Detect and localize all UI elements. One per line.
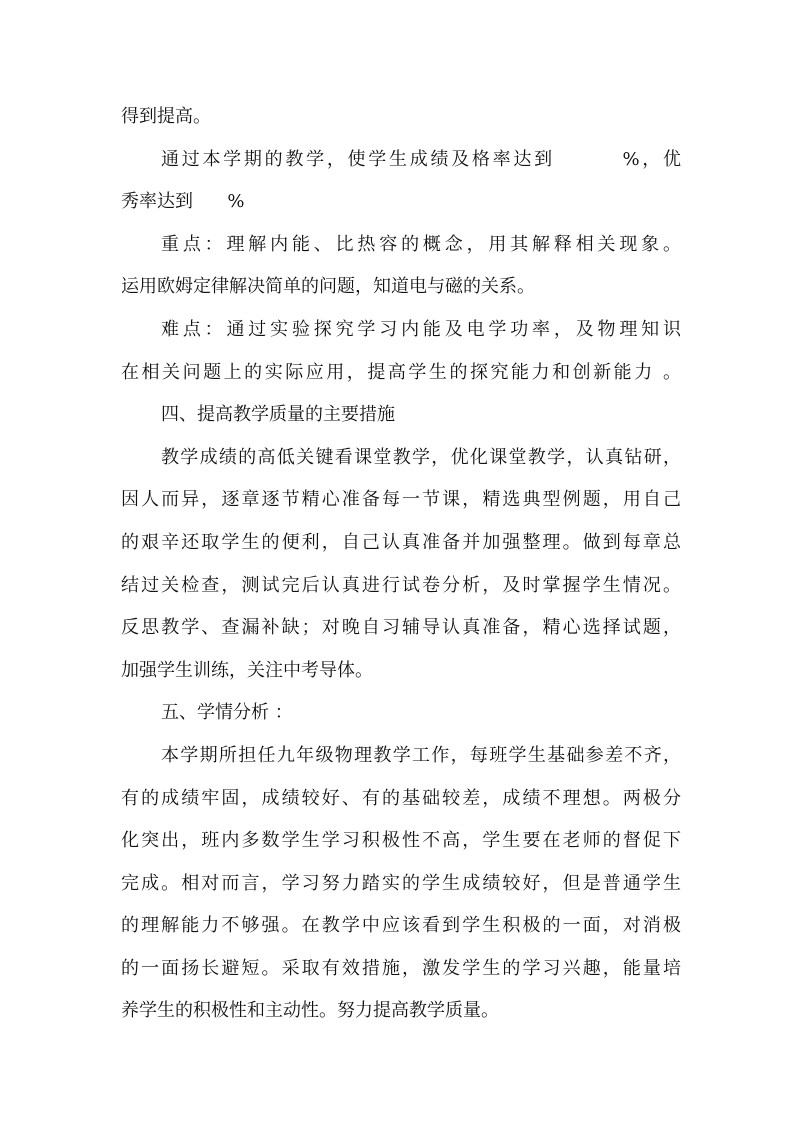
text-line: 四、提高教学质量的主要措施 xyxy=(161,404,395,426)
text-line: 运用欧姆定律解决简单的问题，知道电与磁的关系。 xyxy=(121,276,535,298)
text-line: 通过本学期的教学，使学生成绩及格率达到 %，优 xyxy=(161,148,681,170)
text-line: 难点：通过实验探究学习内能及电学功率，及物理知识 xyxy=(161,318,681,340)
text-line: 的一面扬长避短。采取有效措施，激发学生的学习兴趣，能量培 xyxy=(121,957,681,979)
text-line: 养学生的积极性和主动性。努力提高教学质量。 xyxy=(121,1000,499,1022)
text-line: 化突出，班内多数学生学习积极性不高，学生要在老师的督促下 xyxy=(121,830,681,852)
text-line: 重点：理解内能、比热容的概念，用其解释相关现象。 xyxy=(161,233,681,255)
text-line: 的艰辛还取学生的便利，自己认真准备并加强整理。做到每章总 xyxy=(121,531,681,553)
text-line: 秀率达到 % xyxy=(121,191,245,213)
text-line: 的理解能力不够强。在教学中应该看到学生积极的一面，对消极 xyxy=(121,915,681,937)
text-line: 有的成绩牢固，成绩较好、有的基础较差，成绩不理想。两极分 xyxy=(121,787,681,809)
text-line: 完成。相对而言，学习努力踏实的学生成绩较好，但是普通学生 xyxy=(121,872,681,894)
text-line: 教学成绩的高低关键看课堂教学，优化课堂教学，认真钻研， xyxy=(161,446,681,468)
text-line: 本学期所担任九年级物理教学工作，每班学生基础参差不齐， xyxy=(161,744,681,766)
text-line: 五、学情分析 ： xyxy=(161,702,293,724)
text-line: 因人而异，逐章逐节精心准备每一节课，精选典型例题，用自己 xyxy=(121,489,681,511)
text-line: 得到提高。 xyxy=(121,106,211,127)
text-line: 在相关问题上的实际应用，提高学生的探究能力和创新能力 。 xyxy=(121,361,681,383)
text-line: 反思教学、查漏补缺；对晚自习辅导认真准备，精心选择试题， xyxy=(121,617,681,639)
text-line: 加强学生训练，关注中考导体。 xyxy=(121,659,373,681)
document-body xyxy=(121,96,681,1033)
text-line: 结过关检查，测试完后认真进行试卷分析，及时掌握学生情况。 xyxy=(121,574,681,596)
